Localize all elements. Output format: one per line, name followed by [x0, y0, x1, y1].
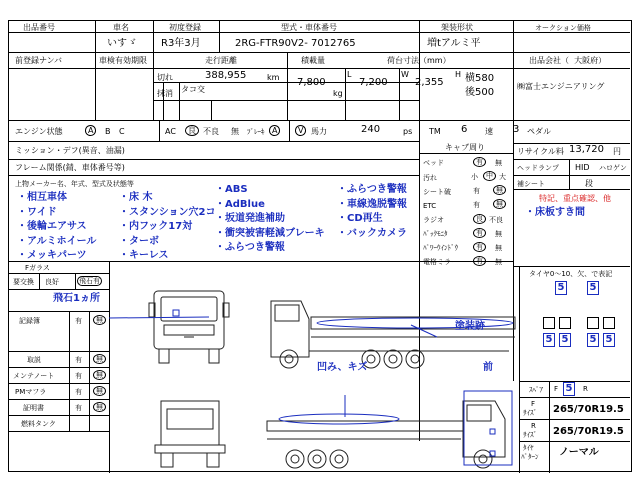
maint-note-yes: 有 [75, 372, 82, 380]
cab-mirror-yes: 有 [473, 256, 486, 267]
cab-etc-no: 無 [493, 199, 506, 210]
cab-power-window-label: ﾊﾟﾜｰｳｲﾝﾄﾞｳ [423, 244, 458, 252]
cab-seat-yes: 有 [473, 187, 480, 195]
equipment-col4 [337, 183, 407, 241]
remarks-title: 特記、重点確認、他 [539, 194, 611, 203]
equip-item: ・内フック17対 [119, 221, 193, 232]
pm-muffler-label: PMマフラ [15, 388, 47, 396]
hosei-sheet-value: 段 [585, 179, 593, 188]
recycle-unit: 円 [613, 147, 621, 156]
record-no: 無 [93, 315, 106, 326]
frame-label: フレーム関係(錆、車体番号等) [15, 163, 125, 172]
truck-rear-view [155, 401, 225, 467]
equip-item: ・坂道発進補助 [215, 213, 285, 224]
cab-radio-label: ラジオ [423, 216, 444, 224]
truck-side-view-left [271, 301, 515, 368]
glass-good: 良好 [45, 278, 59, 286]
tire-slot [543, 317, 555, 329]
payload-label: 積載量 [301, 56, 325, 65]
hosei-sheet-label: 補シート [517, 180, 545, 188]
pedal-unit: ペダル [527, 127, 551, 136]
spare-r-label: R [583, 385, 588, 393]
maker-label: 車名 [113, 23, 129, 32]
bed-height-front: 横580 [465, 73, 495, 84]
manual-label: 取説 [27, 356, 41, 364]
tm-label: TM [429, 127, 441, 136]
equip-item: ・衝突被害軽減ブレーキ [215, 227, 325, 239]
tire-slot [587, 317, 599, 329]
tire-legend: タイヤ0～10、欠、で表記 [529, 270, 613, 278]
record-label: 記録簿 [19, 317, 40, 325]
ps-unit: ps [403, 127, 413, 136]
equipment-col2 [119, 191, 216, 264]
front-size-label: ｻｲｽﾞ [523, 409, 537, 417]
ac-label: AC [165, 127, 176, 136]
mileage-value: 388,955 [205, 70, 247, 81]
cab-power-window-yes: 有 [473, 242, 486, 253]
speed-unit: 速 [485, 127, 493, 136]
equip-item: ・ワイド [17, 206, 57, 218]
manual-no: 無 [93, 354, 106, 365]
bed-height-rear: 後500 [465, 87, 495, 98]
cab-bed-label: ベッド [423, 159, 444, 167]
tire-tread-rl-inner: 5 [559, 333, 571, 347]
tm-value: 6 [461, 124, 468, 135]
equip-item: ・ふらつき警報 [337, 184, 407, 195]
branch-value: 大阪府 [574, 56, 599, 65]
headlamp-label: ヘッドランプ [517, 164, 559, 172]
body-type-value: 増tアルミ平 [427, 38, 481, 49]
seller-value: ㈱富士エンジニアリング [517, 82, 605, 91]
equip-item: ・ふらつき警報 [215, 242, 285, 253]
cab-dirt-large: 大 [499, 173, 506, 181]
recycle-amount: 13,720 [569, 144, 604, 155]
tire-slot [559, 317, 571, 329]
cab-radio-good: 良 [473, 214, 486, 225]
equip-item: ・床 木 [119, 192, 153, 203]
tire-pattern-value: ノーマル [559, 447, 599, 458]
mission-label: ミッション・デフ(異音、油漏) [15, 146, 125, 155]
recycle-label: リサイクル料 [517, 147, 564, 156]
pm-muffler-no: 無 [93, 386, 106, 397]
cab-back-monitor-yes: 有 [473, 228, 486, 239]
maint-note-no: 無 [93, 370, 106, 381]
payload-value: 7,800 [297, 77, 326, 88]
cab-etc-yes: 有 [473, 201, 480, 209]
equip-item: ・AdBlue [215, 198, 265, 210]
equipment-col1 [17, 191, 96, 264]
prev-plate-label: 前登録ナンバ [15, 56, 63, 65]
model-value: 2RG-FTR90V2- 7012765 [235, 38, 356, 49]
cab-mirror-label: 電格ミラー [423, 258, 458, 266]
truck-side-view-right [267, 401, 505, 468]
hp-value: 240 [361, 124, 381, 135]
rear-size-prefix: R [531, 422, 536, 430]
pedal-count: 3 [513, 124, 520, 135]
glass-chip: 飛石有 [79, 277, 100, 285]
headlamp-halogen: ハロゲン [599, 164, 627, 172]
rear-size-label: ｻｲｽﾞ [523, 431, 537, 439]
manual-yes: 有 [75, 356, 82, 364]
equipment-title: 上物メーカー名、年式、型式及状態等 [15, 180, 134, 188]
seller-label: 出品会社（ 大阪府） [529, 56, 607, 65]
inspection-label: 車検有効期限 [99, 56, 147, 65]
lot-number-label: 出品番号 [23, 23, 55, 32]
meter-change-label: タコ交 [181, 85, 205, 94]
truck-diagram [109, 261, 519, 473]
first-reg-label: 初度登録 [169, 23, 201, 32]
equip-item: ・スタンション穴2コ [119, 206, 216, 218]
cab-back-monitor-no: 無 [495, 230, 502, 238]
headlamp-hid: HID [575, 163, 590, 172]
equip-item: ・後輪エアサス [17, 221, 87, 232]
cab-bed-yes: 有 [473, 157, 486, 168]
spare-label: ｽﾍﾟｱ [529, 386, 543, 394]
auction-price-label: オークション価格 [535, 24, 591, 32]
front-label: 前 [483, 362, 493, 373]
brake-v: V [295, 125, 306, 136]
engine-grade-b: B [105, 127, 111, 136]
cab-seat-no: 無 [493, 185, 506, 196]
engine-grade-c: C [119, 127, 125, 136]
spare-f-label: F [554, 385, 559, 393]
cab-power-window-no: 無 [495, 244, 502, 252]
pattern-label-1: ﾀｲﾔ [523, 444, 534, 452]
front-tire-size: 265/70R19.5 [553, 404, 624, 415]
brake-label: ﾌﾞﾚｰｷ [247, 128, 265, 136]
kg-unit: kg [333, 89, 343, 98]
cab-etc-label: ETC [423, 202, 437, 210]
ac-good: 良 [185, 125, 199, 136]
tire-tread-rl-outer: 5 [543, 333, 555, 347]
equip-item: ・メッキパーツ [17, 250, 87, 261]
equip-item: ・CD再生 [337, 213, 383, 224]
remarks-note: ・床板すき間 [525, 207, 585, 218]
brake-a: A [269, 125, 280, 136]
equip-item: ・アルミホイール [17, 235, 97, 247]
equip-item: ・ABS [215, 184, 248, 195]
kiri-label: 切れ [157, 73, 173, 82]
cab-title: キャブ周り [445, 143, 485, 152]
record-yes: 有 [75, 317, 82, 325]
cab-dirt-small: 小 [471, 173, 478, 181]
damage-annotations [109, 310, 513, 465]
width-prefix: W [401, 70, 409, 79]
cab-dirt-label: 汚れ [423, 174, 437, 182]
km-unit: km [267, 73, 280, 82]
engine-label: エンジン状態 [15, 127, 63, 136]
cert-label: 証明書 [23, 404, 44, 412]
maker-value: いすゞ [107, 38, 137, 49]
tire-tread-fl: 5 [555, 281, 567, 295]
equip-item: ・車線逸脱警報 [337, 198, 407, 210]
cab-seat-label: シート破 [423, 188, 451, 196]
first-reg-value: R3年3月 [161, 38, 201, 49]
cab-dirt-mid: 中 [483, 171, 496, 182]
front-size-prefix: F [531, 400, 536, 408]
dent-scratch-note: 凹み、キズ [317, 362, 368, 373]
equip-item: ・ターボ [119, 235, 159, 247]
model-label: 型式・車体番号 [281, 23, 337, 32]
spare-tire-value: 5 [563, 382, 575, 396]
equip-item: ・相互車体 [17, 192, 67, 203]
bed-width-value: 2,355 [415, 77, 444, 88]
tire-slot [603, 317, 615, 329]
cert-no: 無 [93, 402, 106, 413]
cab-radio-bad: 不良 [489, 216, 503, 224]
inspection-sheet [8, 20, 632, 472]
massho-label: 抹消 [157, 89, 173, 98]
rear-tire-size: 265/70R19.5 [553, 426, 624, 437]
equipment-col3 [215, 183, 325, 256]
tire-tread-rr-inner: 5 [587, 333, 599, 347]
equip-item: ・キーレス [119, 250, 169, 261]
bed-size-label: 荷台寸法（mm） [387, 56, 451, 65]
cert-yes: 有 [75, 404, 82, 412]
ac-none: 無 [231, 127, 239, 136]
body-type-label: 架装形状 [441, 23, 473, 32]
engine-grade-a: A [85, 125, 96, 136]
fuel-tank-label: 燃料タンク [21, 420, 56, 428]
cab-mirror-no: 無 [495, 258, 502, 266]
paint-trace-note: 塗装跡 [455, 321, 485, 332]
tire-tread-fr: 5 [587, 281, 599, 295]
height-prefix: H [455, 70, 462, 79]
maint-note-label: メンテノート [13, 372, 55, 380]
equip-item: ・バックカメラ [337, 227, 407, 239]
length-prefix: L [347, 70, 352, 79]
cab-bed-no: 無 [495, 159, 502, 167]
pattern-label-2: ﾊﾟﾀｰﾝ [521, 453, 539, 461]
pm-muffler-yes: 有 [75, 388, 82, 396]
ac-bad: 不良 [203, 127, 219, 136]
mileage-label: 走行距離 [205, 56, 237, 65]
cab-back-monitor-label: ﾊﾞｯｸﾓﾆﾀ [423, 230, 448, 238]
truck-front-view [149, 291, 229, 363]
tire-tread-rr-outer: 5 [603, 333, 615, 347]
hp-label: 馬力 [311, 127, 327, 136]
glass-replace: 要交換 [13, 278, 34, 286]
glass-label: Fガラス [25, 264, 50, 272]
glass-chip-note: 飛石1ヵ所 [53, 293, 100, 304]
bed-length-value: 7,200 [359, 77, 388, 88]
